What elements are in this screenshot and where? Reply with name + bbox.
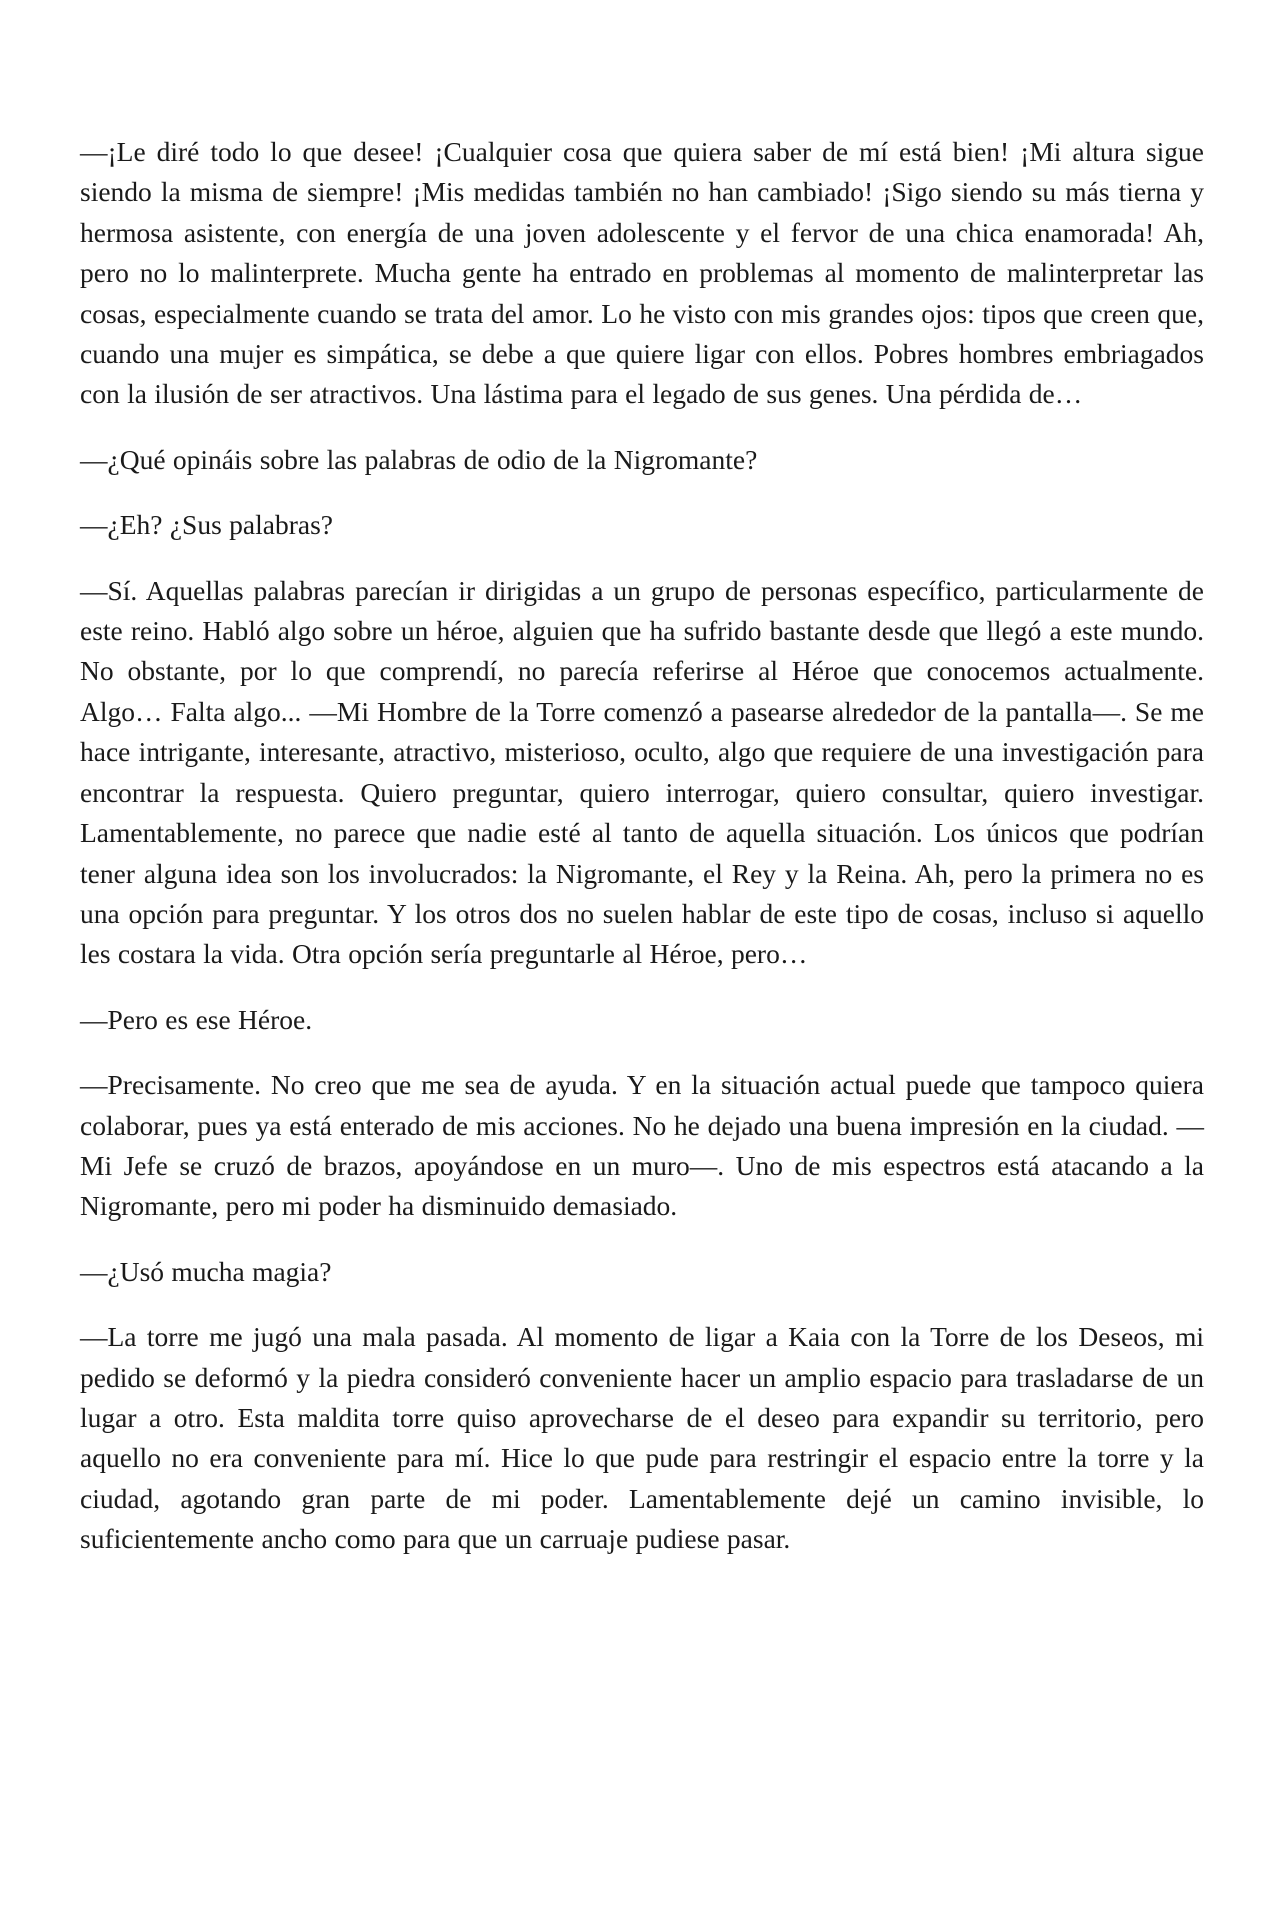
paragraph-5: —Pero es ese Héroe.: [80, 1003, 313, 1035]
paragraph-2: —¿Qué opináis sobre las palabras de odio de la Nigromante?: [80, 443, 758, 475]
paragraph-6: —Precisamente. No creo que me sea de ayuda. Y en la situación actual puede que tampoco quiera colaborar, pues ya está enterado de mis acciones. No he dejado una buena impresión en la ciudad. —Mi Jefe se cruzó de brazos, apoyándose en un muro—. Uno de mis espectros está atacando a la Nigromante, pero mi poder ha disminuido demasiado.: [80, 1069, 1204, 1222]
paragraph-4: —Sí. Aquellas palabras parecían ir dirigidas a un grupo de personas específico, particularmente de este reino. Habló algo sobre un héroe, alguien que ha sufrido bastante desde que llegó a este mundo. No obstante, por lo que comprendí, no parecía referirse al Héroe que conocemos actualmente. Algo… Falta algo... —Mi Hombre de la Torre comenzó a pasearse alrededor de la pantalla—. Se me hace intrigante, interesante, atractivo, misterioso, oculto, algo que requiere de una investigación para encontrar la respuesta. Quiero preguntar, quiero interrogar, quiero consultar, quiero investigar. Lamentablemente, no parece que nadie esté al tanto de aquella situación. Los únicos que podrían tener alguna idea son los involucrados: la Nigromante, el Rey y la Reina. Ah, pero la primera no es una opción para preguntar. Y los otros dos no suelen hablar de este tipo de cosas, incluso si aquello les costara la vida. Otra opción sería preguntarle al Héroe, pero…: [80, 574, 1204, 970]
paragraph-3: —¿Eh? ¿Sus palabras?: [80, 509, 333, 541]
paragraph-1: —¡Le diré todo lo que desee! ¡Cualquier cosa que quiera saber de mí está bien! ¡Mi altura sigue siendo la misma de siempre! ¡Mis medidas también no han cambiado! ¡Sigo siendo su más tierna y hermosa asistente, con energía de una joven adolescente y el fervor de una chica enamorada! Ah, pero no lo malinterprete. Mucha gente ha entrado en problemas al momento de malinterpretar las cosas, especialmente cuando se trata del amor. Lo he visto con mis grandes ojos: tipos que creen que, cuando una mujer es simpática, se debe a que quiere ligar con ellos. Pobres hombres embriagados con la ilusión de ser atractivos. Una lástima para el legado de sus genes. Una pérdida de…: [80, 136, 1204, 410]
document-page: [80, 132, 1204, 1585]
paragraph-8: —La torre me jugó una mala pasada. Al momento de ligar a Kaia con la Torre de los Deseos, mi pedido se deformó y la piedra consideró conveniente hacer un amplio espacio para trasladarse de un lugar a otro. Esta maldita torre quiso aprovecharse de el deseo para expandir su territorio, pero aquello no era conveniente para mí. Hice lo que pude para restringir el espacio entre la torre y la ciudad, agotando gran parte de mi poder. Lamentablemente dejé un camino invisible, lo suficientemente ancho como para que un carruaje pudiese pasar.: [80, 1321, 1204, 1555]
paragraph-7: —¿Usó mucha magia?: [80, 1255, 332, 1287]
